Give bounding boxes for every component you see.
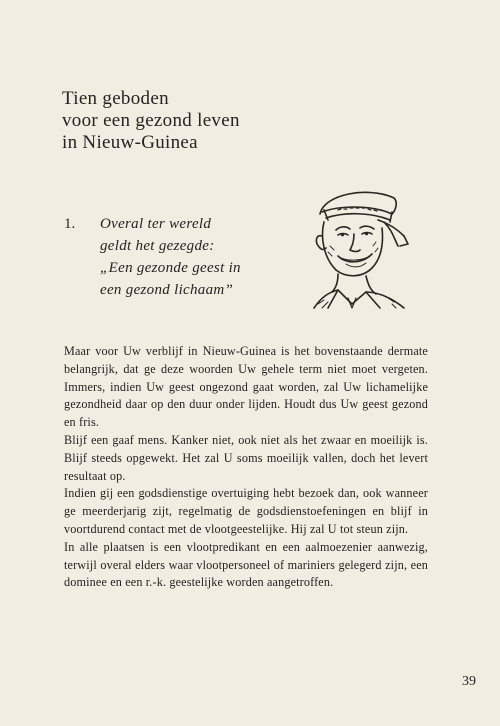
title-line-2: voor een gezond leven	[62, 110, 240, 131]
quote-line-1: Overal ter wereld	[100, 216, 212, 232]
body-text	[64, 343, 428, 592]
paragraph-3: Indien gij een godsdienstige overtuiging hebt bezoek dan, ook wanneer ge meerderjarig zijt, regelmatig de godsdienstoefeningen en blijf in voortdurend contact met de vlootgeestelijke. Hij zal U tot steun zijn.	[64, 486, 428, 536]
chapter-title	[62, 88, 240, 154]
paragraph-4: In alle plaatsen is een vlootpredikant en een aalmoezenier aanwezig, terwijl overal elders waar vlootpersoneel of mariniers gelegerd zijn, een dominee en een r.-k. geestelijke worden aangetroffen.	[64, 539, 428, 590]
paragraph-2: Blijf een gaaf mens. Kanker niet, ook niet als het zwaar en moeilijk is. Blijf steeds opgewekt. Het zal U soms moeilijk vallen, doch het levert resultaat op.	[64, 432, 428, 483]
commandment-number: 1.	[64, 216, 76, 232]
sailor-illustration	[308, 180, 412, 310]
title-line-3: in Nieuw-Guinea	[62, 132, 198, 153]
paragraph-1: Maar voor Uw verblijf in Nieuw-Guinea is het bovenstaande dermate belangrijk, dat ge deze woorden Uw gehele term niet moet vergeten. Immers, indien Uw geest ongezond gaat worden, zal Uw lichamelijke gezondheid daar op den duur onder lijden. Houdt dus Uw geest gezond en fris.	[64, 344, 428, 430]
quote-line-4: een gezond lichaam”	[100, 282, 234, 298]
title-line-1: Tien geboden	[62, 88, 169, 109]
quote-line-2: geldt het gezegde:	[100, 238, 215, 254]
quote-line-3: „Een gezonde geest in	[100, 260, 241, 276]
commandment-quote	[100, 213, 241, 301]
page-number: 39	[462, 674, 476, 689]
